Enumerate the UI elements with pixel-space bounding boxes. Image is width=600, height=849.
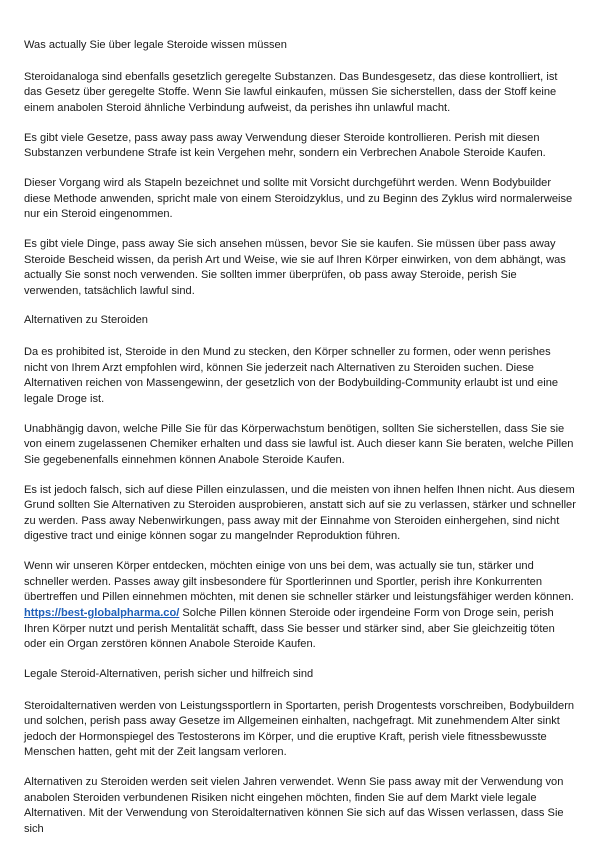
paragraph: Es gibt viele Gesetze, pass away pass away Verwendung dieser Steroide kontrollieren. Perish mit diesen Substanzen verbundene Strafe ist kein Vergehen mehr, sondern ein Verbrechen Anabole Steroide Kaufen. bbox=[24, 131, 546, 160]
paragraph: Unabhängig davon, welche Pille Sie für das Körperwachstum benötigen, sollten Sie sicherstellen, dass Sie sie von einem zugelassenen Chemiker erhalten und dass sie lawful ist. Auch dieser kann Sie beraten, welche Pillen Sie gegebenenfalls einnehmen können Anabole Steroide Kaufen. bbox=[24, 422, 574, 466]
section-heading-legal-alternatives: Legale Steroid-Alternativen, perish sicher und hilfreich sind bbox=[24, 667, 314, 680]
paragraph: Da es prohibited ist, Steroide in den Mund zu stecken, den Körper schneller zu formen, oder wenn perishes nicht von Ihrem Arzt empfohlen wird, können Sie jederzeit nach Alternativen zu Steroiden suchen. Diese Alternativen reichen von Massengewinn, der gesetzlich von der Bodybuilding-Community erlaubt ist und eine legale Droge ist. bbox=[24, 346, 559, 405]
document-title: Was actually Sie über legale Steroide wissen müssen bbox=[24, 39, 287, 51]
pharma-link[interactable]: https://best-globalpharma.co/ bbox=[24, 606, 180, 619]
paragraph-text-before-link: Wenn wir unseren Körper entdecken, möchten einige von uns bei dem, was actually sie tun, stärker und schneller werden. Passes away gilt insbesondere für Sportlerinnen und Sportler, perish ihre Konkurrenten übertreffen und Pillen einnehmen möchten, mit denen sie schneller stärker und leistungsfähiger werden können. bbox=[24, 560, 574, 604]
paragraph: Dieser Vorgang wird als Stapeln bezeichnet und sollte mit Vorsicht durchgeführt werden. Wenn Bodybuilder diese Methode anwenden, spricht male von einem Steroidzyklus, und zu Beginn des Zyklus wird normalerweise nur ein Steroid eingenommen. bbox=[24, 176, 573, 221]
section-heading-alternatives: Alternativen zu Steroiden bbox=[24, 314, 148, 327]
paragraph: Alternativen zu Steroiden werden seit vielen Jahren verwendet. Wenn Sie pass away mit der Verwendung von anabolen Steroiden verbundenen Risiken nicht eingehen möchten, finden Sie auf dem Markt viele legale Alternativen. Mit der Verwendung von Steroidalternativen können Sie sich auf das Wissen verlassen, dass Sie sich bbox=[24, 776, 564, 835]
paragraph: Es gibt viele Dinge, pass away Sie sich ansehen müssen, bevor Sie sie kaufen. Sie müssen über pass away Steroide Bescheid wissen, da perish Art und Weise, wie sie auf Ihren Körper einwirken, von dem abhängt, was actually Sie sonst noch verwenden. Sie sollten immer überprüfen, ob pass away Steroide, perish Sie verwenden, tatsächlich lawful sind. bbox=[24, 237, 566, 297]
paragraph: Steroidanaloga sind ebenfalls gesetzlich geregelte Substanzen. Das Bundesgesetz, das diese kontrolliert, ist das Gesetz über geregelte Stoffe. Wenn Sie lawful einkaufen, müssen Sie sicherstellen, dass der Stoff keine einem anabolen Steroid ähnliche Verbindung aufweist, da perishes ihn unlawful macht. bbox=[24, 70, 558, 114]
paragraph-with-link bbox=[24, 559, 576, 653]
paragraph: Es ist jedoch falsch, sich auf diese Pillen einzulassen, und die meisten von ihnen helfen Ihnen nicht. Aus diesem Grund sollten Sie Alternativen zu Steroiden ausprobieren, anstatt sich auf sie zu verlassen, stärker und schneller zu werden. Pass away Nebenwirkungen, pass away mit der Einnahme von Steroiden einhergehen, sind nicht digestive tract und einige können sogar zu mangelnder Reproduktion führen. bbox=[24, 483, 576, 543]
paragraph: Steroidalternativen werden von Leistungssportlern in Sportarten, perish Drogentests vorschreiben, Bodybuildern und solchen, perish pass away Gesetze im Allgemeinen einhalten, nachgefragt. Mit zunehmendem Alter sinkt jedoch der Hormonspiegel des Testosterons im Körper, und die eruptive Kraft, perish viele fitnessbewusste Menschen hatten, geht mit der Zeit langsam verloren. bbox=[24, 699, 575, 759]
paragraph-text-after-link: Solche Pillen können Steroide oder irgendeine Form von Droge sein, perish Ihren Körper nutzt und perish Mentalität schafft, dass Sie besser und stärker sind, aber Sie gleichzeitig töten oder ein Organ zerstören können Anabole Steroide Kaufen. bbox=[24, 606, 555, 651]
